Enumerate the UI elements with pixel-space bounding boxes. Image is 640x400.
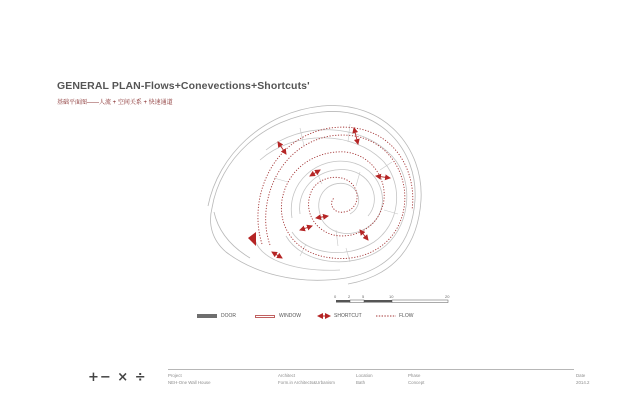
phase-value: Concept [408, 380, 425, 385]
footer-architect [278, 372, 335, 386]
page-subtitle: 基础平面图——人流 + 空间关系 + 快速通道 [57, 100, 173, 106]
date-value: 2014.2 [576, 380, 590, 385]
firm-logo: +− × ÷ [88, 370, 147, 385]
scale-label: 0 [334, 294, 337, 299]
scale-label: 10 [389, 294, 394, 299]
footer-phase [408, 372, 424, 386]
footer-location [356, 372, 373, 386]
date-label: Date [576, 373, 586, 378]
architect-value: Form.in Architects&Urbanism [278, 380, 335, 385]
location-value: Bath [356, 380, 366, 385]
project-value: NEH-One Wall House [168, 380, 211, 385]
shortcut-arrows [272, 128, 390, 258]
legend-shortcut-label: SHORTCUT [334, 313, 362, 319]
architect-label: Architect [278, 373, 296, 378]
footer-project [168, 372, 211, 386]
legend-window [255, 312, 301, 320]
scale-label: 5 [362, 294, 365, 299]
footer-date [576, 372, 589, 386]
window-swatch-icon [255, 315, 275, 318]
entrance-marker [248, 232, 256, 246]
legend-door [197, 312, 236, 320]
footer-divider [168, 369, 574, 370]
legend-window-label: WINDOW [279, 313, 301, 319]
legend-flow [395, 312, 413, 320]
door-swatch-icon [197, 314, 217, 318]
phase-label: Phase [408, 373, 421, 378]
scale-label: 20 [445, 294, 450, 299]
project-label: Project [168, 373, 182, 378]
legend-flow-label: FLOW [399, 313, 414, 319]
location-label: Location [356, 373, 373, 378]
scale-bar [336, 300, 448, 303]
spiral-walls [255, 130, 407, 271]
scale-label: 2 [348, 294, 351, 299]
outer-wall [208, 105, 421, 284]
legend-shortcut [330, 312, 362, 320]
page-title: GENERAL PLAN-Flows+Conevections+Shortcuts' [57, 80, 310, 92]
legend-door-label: DOOR [221, 313, 236, 319]
partitions [274, 124, 398, 262]
